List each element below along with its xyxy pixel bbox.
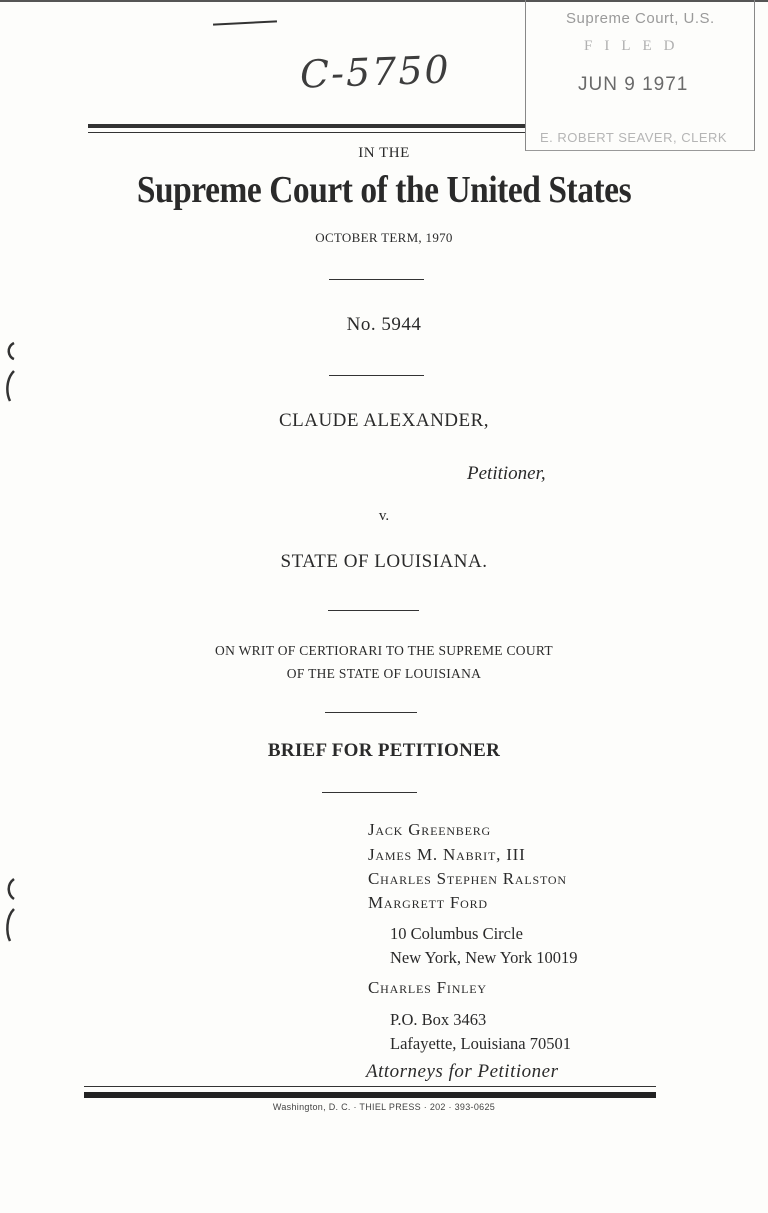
footer-rule-thick — [84, 1092, 656, 1098]
petitioner-name: CLAUDE ALEXANDER, — [278, 410, 490, 431]
court-title: Supreme Court of the United States — [136, 169, 632, 211]
stamp-date: JUN 9 1971 — [578, 74, 689, 95]
header-rule-thick — [88, 124, 525, 128]
attorneys-role: Attorneys for Petitioner — [366, 1061, 559, 1082]
counsel-name: Charles Finley — [368, 978, 487, 997]
counsel-address-line: 10 Columbus Circle — [390, 924, 523, 943]
binding-mark — [0, 335, 24, 415]
versus: v. — [378, 508, 390, 524]
divider — [329, 375, 424, 376]
filing-stamp — [525, 0, 755, 151]
respondent-name: STATE OF LOUISIANA. — [280, 551, 488, 572]
in-the-line: IN THE — [358, 145, 410, 161]
divider — [328, 610, 419, 611]
footer-rule-thin — [84, 1086, 656, 1087]
handwritten-note: C-5750 — [299, 47, 452, 97]
writ-line-1: ON WRIT OF CERTIORARI TO THE SUPREME COURT — [215, 643, 553, 658]
counsel-name: Jack Greenberg — [368, 820, 492, 839]
binding-mark — [0, 875, 24, 955]
counsel-name: Margrett Ford — [368, 893, 488, 912]
docket-number: No. 5944 — [346, 314, 422, 335]
divider — [325, 712, 417, 713]
divider — [322, 792, 417, 793]
counsel-name: James M. Nabrit, III — [368, 845, 526, 864]
printer-imprint: Washington, D. C. · THIEL PRESS · 202 · 393-0625 — [272, 1102, 496, 1112]
brief-title: BRIEF FOR PETITIONER — [267, 740, 501, 761]
stamp-filed: FILED — [584, 38, 687, 54]
counsel-address-line: New York, New York 10019 — [390, 948, 578, 967]
handwritten-dash — [213, 20, 277, 25]
court-term: OCTOBER TERM, 1970 — [315, 230, 453, 245]
counsel-name: Charles Stephen Ralston — [368, 869, 567, 888]
stamp-court: Supreme Court, U.S. — [566, 10, 715, 27]
divider — [329, 279, 424, 280]
counsel-address-line: Lafayette, Louisiana 70501 — [390, 1034, 571, 1053]
header-rule-thin — [88, 132, 525, 133]
petitioner-label: Petitioner, — [467, 463, 546, 484]
stamp-clerk: E. ROBERT SEAVER, CLERK — [540, 130, 728, 145]
writ-line-2: OF THE STATE OF LOUISIANA — [286, 666, 482, 681]
counsel-address-line: P.O. Box 3463 — [390, 1010, 487, 1029]
